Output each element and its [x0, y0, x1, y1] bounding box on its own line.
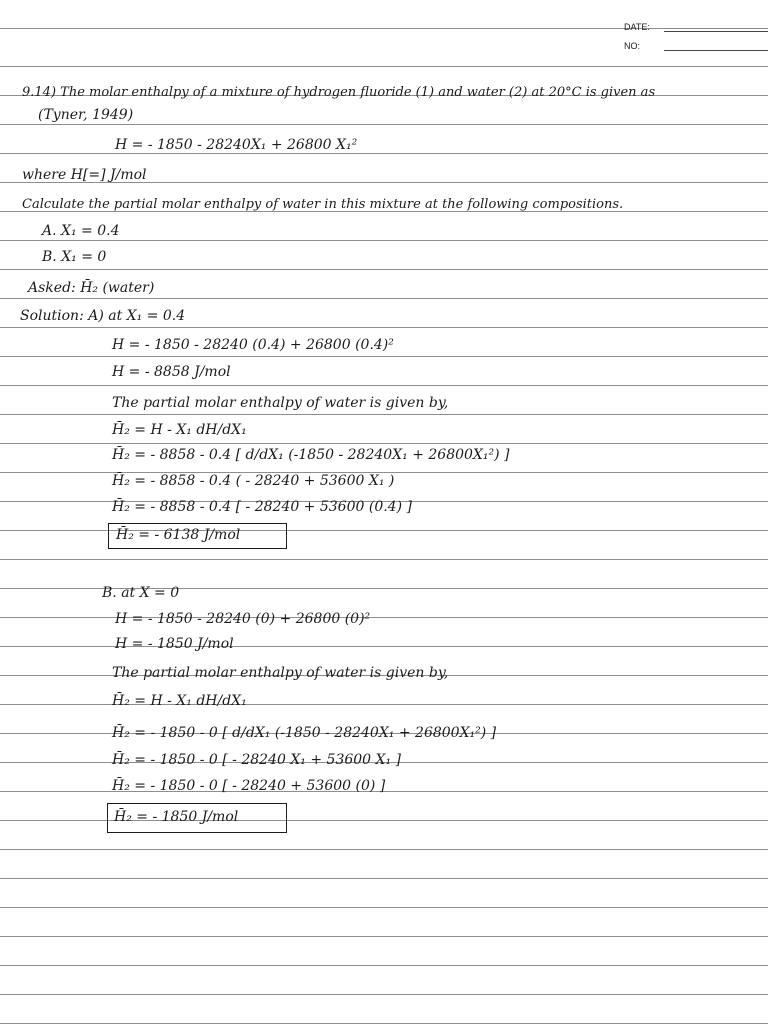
- solution-b-line-5: H̄₂ = - 1850 - 0 [ d/dX₁ (-1850 - 28240X₁ + 26800X₁²) ]: [112, 725, 497, 741]
- part-b: B. X₁ = 0: [42, 249, 107, 265]
- date-line: [664, 31, 768, 32]
- solution-a-line-4: H̄₂ = H - X₁ dH/dX₁: [112, 422, 247, 438]
- solution-b-result: H̄₂ = - 1850 J/mol: [114, 809, 239, 825]
- part-a: A. X₁ = 0.4: [42, 223, 120, 239]
- solution-a-line-2: H = - 8858 J/mol: [112, 364, 231, 380]
- solution-b-line-6: H̄₂ = - 1850 - 0 [ - 28240 X₁ + 53600 X₁ ]: [112, 752, 402, 768]
- no-label: NO:: [624, 41, 641, 51]
- problem-line-1: 9.14) The molar enthalpy of a mixture of hydrogen fluoride (1) and water (2) at 20°C is given as: [22, 85, 656, 100]
- solution-a-line-7: H̄₂ = - 8858 - 0.4 [ - 28240 + 53600 (0.4) ]: [112, 499, 412, 515]
- date-field: [624, 22, 650, 32]
- solution-b-line-7: H̄₂ = - 1850 - 0 [ - 28240 + 53600 (0) ]: [112, 778, 386, 794]
- problem-line-2: (Tyner, 1949): [38, 107, 134, 123]
- solution-a-line-6: H̄₂ = - 8858 - 0.4 ( - 28240 + 53600 X₁ ): [112, 473, 395, 489]
- units-line: where H[=] J/mol: [22, 167, 147, 183]
- solution-a-result: H̄₂ = - 6138 J/mol: [116, 527, 241, 543]
- solution-b-label: B. at X = 0: [102, 585, 180, 601]
- solution-b-line-1: H = - 1850 - 28240 (0) + 26800 (0)²: [115, 611, 371, 627]
- enthalpy-equation: H = - 1850 - 28240X₁ + 26800 X₁²: [115, 137, 358, 153]
- no-line: [664, 50, 768, 51]
- no-field: [624, 41, 640, 51]
- solution-b-line-2: H = - 1850 J/mol: [115, 636, 234, 652]
- solution-a-line-3: The partial molar enthalpy of water is given by,: [112, 395, 449, 411]
- solution-a-line-1: H = - 1850 - 28240 (0.4) + 26800 (0.4)²: [112, 337, 394, 353]
- task-line: Calculate the partial molar enthalpy of water in this mixture at the following compositions.: [22, 197, 624, 212]
- solution-b-line-3: The partial molar enthalpy of water is given by,: [112, 665, 449, 681]
- solution-a-label: Solution: A) at X₁ = 0.4: [20, 308, 186, 324]
- date-label: DATE:: [624, 22, 650, 32]
- solution-a-line-5: H̄₂ = - 8858 - 0.4 [ d/dX₁ (-1850 - 28240X₁ + 26800X₁²) ]: [112, 447, 510, 463]
- asked-line: Asked: H̄₂ (water): [28, 280, 155, 296]
- solution-b-line-4: H̄₂ = H - X₁ dH/dX₁: [112, 693, 247, 709]
